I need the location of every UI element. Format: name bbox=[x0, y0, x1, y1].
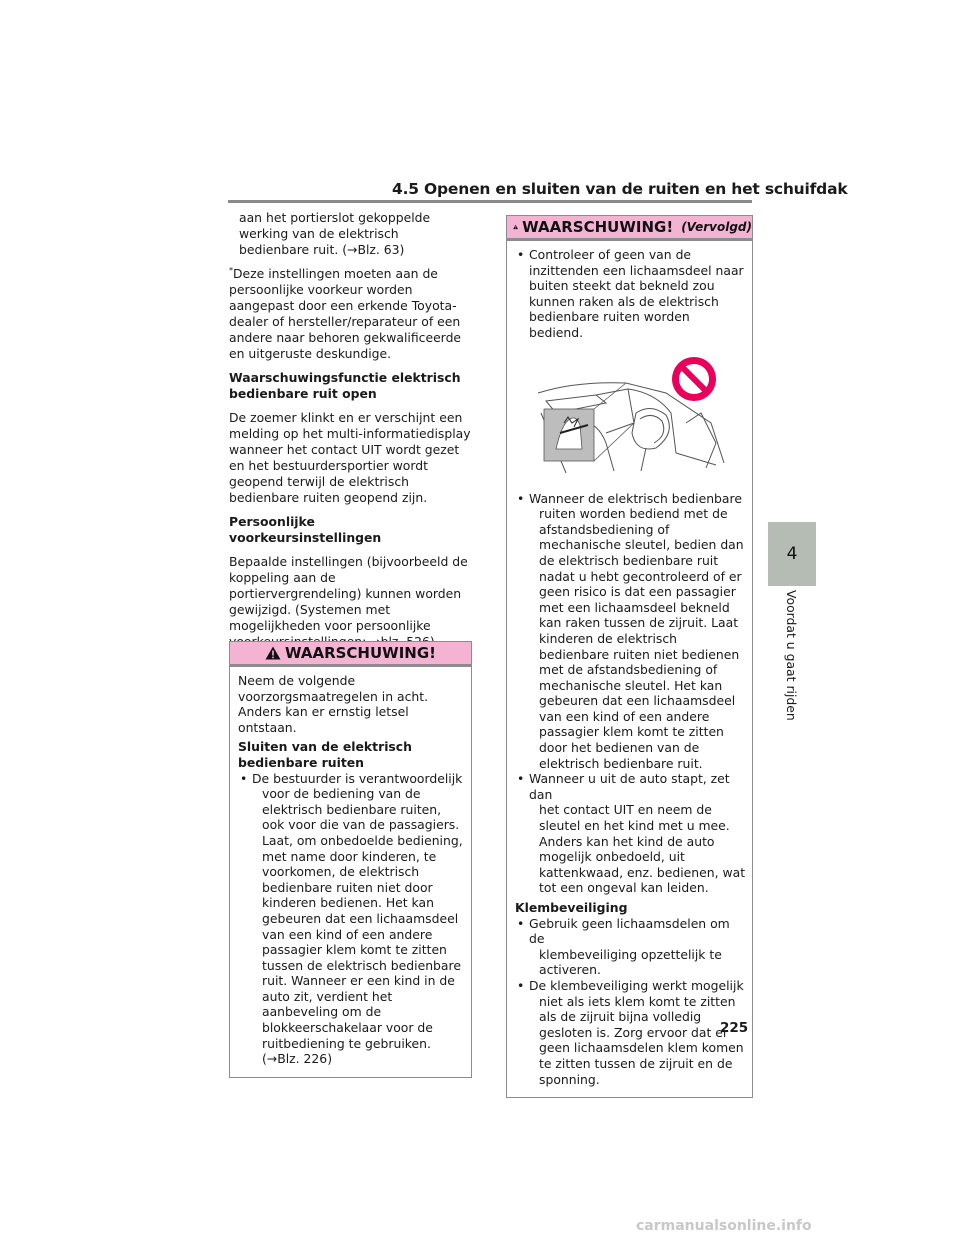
warning-header-2 bbox=[507, 216, 752, 241]
list-item bbox=[238, 771, 465, 1067]
prohibition-icon bbox=[672, 357, 716, 401]
continued-label: (Vervolgd) bbox=[681, 220, 752, 234]
warning-list-1 bbox=[238, 771, 465, 1067]
list-item-rest: het contact UIT en neem de sleutel en het kind met u mee. Anders kan het kind de auto mogelijk onbedoeld, uit kattenkwaad, enz. bedienen, wat tot een ongeval kan leiden. bbox=[539, 802, 746, 896]
list-item bbox=[515, 977, 749, 1087]
list-item-first-line: De bestuurder is verantwoordelijk bbox=[252, 770, 463, 786]
page-number: 225 bbox=[720, 1020, 749, 1036]
chapter-title: Voordat u gaat rijden bbox=[784, 590, 799, 721]
list-item-rest: ruiten worden bediend met de afstandsbediening of mechanische sleutel, bedien dan de elektrisch bedienbare ruit nadat u hebt gecontroleerd of er geen risico is dat een passagier met een lichaamsdeel bekneld kan raken tussen de zijruit. Laat kinderen de elektrisch bedienbare ruiten niet bedienen met de afstandsbediening of mechanische sleutel. Het kan gebeuren dat een lichaamsdeel van een kind of een andere passagier klem komt te zitten door het bedienen van de elektrisch bedienbare ruit. bbox=[539, 506, 744, 771]
warning-list-2b bbox=[515, 491, 746, 896]
warning-body-2 bbox=[507, 241, 752, 1097]
warning-box-1 bbox=[229, 641, 472, 1078]
paragraph-personal-settings: Bepaalde instellingen (bijvoorbeeld de koppeling aan de portiervergrendeling) kunnen worden gewijzigd. (Systemen met mogelijkheden voor persoonlijke bbox=[229, 554, 468, 633]
footnote-text: Deze instellingen moeten aan de persoonlijke voorkeur worden aangepast door een erkende Toyota-dealer of hersteller/reparateur of een andere naar behoren gekwalificeerde en uitgeruste deskundige. bbox=[229, 266, 462, 361]
list-item bbox=[515, 771, 746, 896]
chapter-number: 4 bbox=[786, 544, 798, 564]
paragraph-window-open-warning: De zoemer klinkt en er verschijnt een melding op het multi-informatiedisplay wanneer het contact UIT wordt gezet en het bestuurdersportier wordt geopend terwijl de elektrisch bedienbare ruiten geopend zijn. bbox=[229, 410, 471, 505]
chapter-tab[interactable] bbox=[768, 522, 816, 586]
footnote-mark: * bbox=[229, 265, 233, 275]
list-item-first-line: Wanneer u uit de auto stapt, zet dan bbox=[529, 771, 730, 802]
left-column bbox=[229, 210, 471, 658]
warning-intro: Neem de volgende voorzorgsmaatregelen in acht. Anders kan er ernstig letsel ontstaan. bbox=[238, 673, 429, 735]
heading-window-open-warning: Waarschuwingsfunctie elektrisch bedienbare ruit open bbox=[229, 370, 461, 401]
warning-box-2 bbox=[506, 215, 753, 1098]
warning-body-1 bbox=[230, 667, 471, 1077]
warning-triangle-icon bbox=[513, 220, 518, 234]
warning-list-2a bbox=[515, 247, 746, 341]
list-item-text: Controleer of geen van de inzittenden een lichaamsdeel naar buiten steekt dat bekneld zou kunnen raken als de elektrisch bedienbare ruiten worden bediend. bbox=[529, 247, 744, 340]
warning-title-1: WAARSCHUWING! bbox=[284, 644, 437, 662]
list-item bbox=[515, 916, 746, 978]
list-item-rest: voor de bediening van de elektrisch bedienbare ruiten, ook voor die van de passagiers. Laat, om onbedoelde bediening, met name door kinderen, te voorkomen, de elektrisch bedienbare ruiten niet door kinderen bedienen. Het kan gebeuren dat een lichaamsdeel van een kind of een andere passagier klem komt te zitten tussen de elektrisch bedienbare ruit. Wanneer er een kind in de auto zit, verdient het aanbeveling om de blokkeerschakelaar voor de ruitbediening te gebruiken. (→Blz. 226) bbox=[262, 786, 463, 1067]
warning-triangle-icon bbox=[265, 646, 281, 660]
warning-header-1 bbox=[230, 642, 471, 667]
list-item bbox=[515, 247, 746, 341]
list-item-rest: niet als iets klem komt te zitten als de zijruit bijna volledig gesloten is. Zorg ervoor dat er geen lichaamsdelen klem komen te zitten tussen de zijruit en de sponning. bbox=[539, 993, 744, 1087]
heading-personal-settings: Persoonlijke voorkeursinstellingen bbox=[229, 514, 382, 545]
car-window-illustration bbox=[536, 353, 726, 473]
page-header-title: 4.5 Openen en sluiten van de ruiten en het schuifdak bbox=[392, 180, 848, 198]
list-item-first-line: Gebruik geen lichaamsdelen om de bbox=[529, 915, 730, 947]
list-item bbox=[515, 491, 746, 772]
subheading-jam-protection: Klembeveiliging bbox=[515, 900, 628, 915]
watermark: carmanualsonline.info bbox=[636, 1218, 812, 1234]
subheading-closing-windows: Sluiten van de elektrisch bedienbare ruiten bbox=[238, 739, 412, 770]
footnote bbox=[229, 266, 471, 362]
warning-list-2c bbox=[515, 915, 749, 1088]
chapter-side-label bbox=[768, 590, 816, 720]
header-rule bbox=[228, 200, 752, 203]
intro-continuation: aan het portierslot gekoppelde werking van de elektrisch bedienbare ruit. (→Blz. 63) bbox=[239, 210, 431, 257]
list-item-rest: klembeveiliging opzettelijk te activeren. bbox=[539, 946, 722, 978]
list-item-first-line: Wanneer de elektrisch bedienbare bbox=[529, 490, 742, 506]
warning-title-2: WAARSCHUWING! bbox=[522, 218, 674, 236]
list-item-first-line: De klembeveiliging werkt mogelijk bbox=[529, 977, 744, 993]
